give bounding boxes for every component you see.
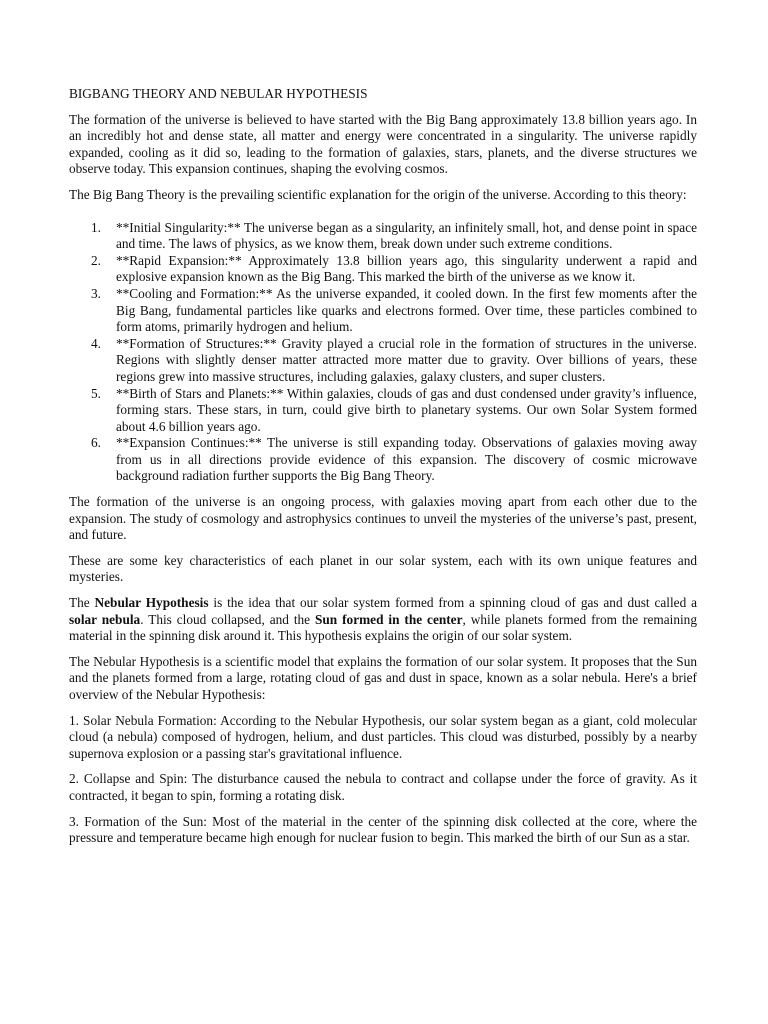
paragraph-formation-of-sun: 3. Formation of the Sun: Most of the material in the center of the spinning disk collected at the core, where the pressure and temperature became high enough for nuclear fusion to begin. This marked the birth of our Sun as a star. — [69, 813, 697, 846]
list-item-number: 4. — [91, 335, 101, 351]
list-item — [69, 220, 697, 253]
bold-term-sun-formed: Sun formed in the center — [315, 611, 463, 627]
bold-term-nebular-hypothesis: Nebular Hypothesis — [94, 595, 209, 611]
big-bang-list — [69, 213, 697, 486]
list-item-text: **Birth of Stars and Planets:** Within galaxies, clouds of gas and dust condensed under gravity’s influence, forming stars. These stars, in turn, could give birth to planetary systems. Our own Solar System formed about 4.6 billion years ago. — [116, 385, 697, 434]
paragraph-collapse-and-spin: 2. Collapse and Spin: The disturbance caused the nebula to contract and collapse under the force of gravity. As it contracted, it began to spin, forming a rotating disk. — [69, 771, 697, 803]
list-item-text: **Rapid Expansion:** Approximately 13.8 billion years ago, this singularity underwent a rapid and explosive expansion known as the Big Bang. This marked the birth of the universe as we know it. — [116, 252, 697, 285]
text-run: The — [69, 595, 95, 611]
list-item-text: **Expansion Continues:** The universe is still expanding today. Observations of galaxies moving away from us in all directions provide evidence of this expansion. The discovery of cosmic microwave background radiation further supports the Big Bang Theory. — [116, 435, 697, 484]
list-item-number: 5. — [91, 385, 101, 401]
paragraph-nebular-model: The Nebular Hypothesis is a scientific model that explains the formation of our solar system. It proposes that the Sun and the planets formed from a large, rotating cloud of gas and dust in space, known as a solar nebula. Here's a brief overview of the Nebular Hypothesis: — [69, 653, 697, 702]
list-item — [69, 336, 697, 386]
list-item-text: **Cooling and Formation:** As the universe expanded, it cooled down. In the first few moments after the Big Bang, fundamental particles like quarks and electrons formed. Over time, these particles combined to form atoms, primarily hydrogen and helium. — [116, 285, 697, 335]
list-item-number: 1. — [91, 219, 101, 235]
paragraph-big-bang-theory: The Big Bang Theory is the prevailing scientific explanation for the origin of the universe. According to this theory: — [69, 186, 687, 202]
paragraph-big-bang-intro: The formation of the universe is believed to have started with the Big Bang approximately 13.8 billion years ago. In an incredibly hot and dense state, all matter and energy were concentrated in a singularity. The universe rapidly expanded, cooling as it did so, leading to the formation of galaxies, stars, planets, and the diverse structures we observe today. This expansion continues, shaping the evolving cosmos. — [69, 111, 697, 177]
paragraph-ongoing-process: The formation of the universe is an ongoing process, with galaxies moving apart from each other due to the expansion. The study of cosmology and astrophysics continues to unveil the mysteries of the universe’s past, present, and future. — [69, 494, 697, 543]
list-item-number: 2. — [91, 252, 101, 268]
list-item — [69, 386, 697, 436]
paragraph-nebular-intro — [69, 595, 697, 645]
list-item-text: **Initial Singularity:** The universe began as a singularity, an infinitely small, hot, and dense point in space and time. The laws of physics, as we know them, break down under such extreme conditions. — [116, 219, 697, 252]
paragraph-planet-characteristics: These are some key characteristics of each planet in our solar system, each with its own unique features and mysteries. — [69, 552, 697, 585]
document-page — [69, 86, 697, 856]
text-run: , while planets formed from the remaining material in the spinning disk around it. This hypothesis explains the origin of our solar system. — [69, 611, 697, 644]
list-item — [69, 435, 697, 485]
paragraph-solar-nebula-formation: 1. Solar Nebula Formation: According to the Nebular Hypothesis, our solar system began as a giant, cold molecular cloud (a nebula) composed of hydrogen, helium, and dust particles. This cloud was disturbed, possibly by a nearby supernova explosion or a passing star's gravitational influence. — [69, 712, 697, 761]
list-item — [69, 286, 697, 336]
document-title: BIGBANG THEORY AND NEBULAR HYPOTHESIS — [69, 86, 368, 101]
text-run: . This cloud collapsed, and the — [140, 611, 315, 627]
list-item-number: 3. — [91, 285, 101, 301]
list-item-text: **Formation of Structures:** Gravity played a crucial role in the formation of structures in the universe. Regions with slightly denser matter attracted more matter due to gravity. Over billions of years, these regions grew into massive structures, including galaxies, galaxy clusters, and super clusters. — [116, 335, 697, 384]
text-run: is the idea that our solar system formed from a spinning cloud of gas and dust called a — [208, 595, 697, 611]
list-item — [69, 253, 697, 286]
list-item-number: 6. — [91, 435, 101, 451]
bold-term-solar-nebula: solar nebula — [69, 611, 141, 627]
